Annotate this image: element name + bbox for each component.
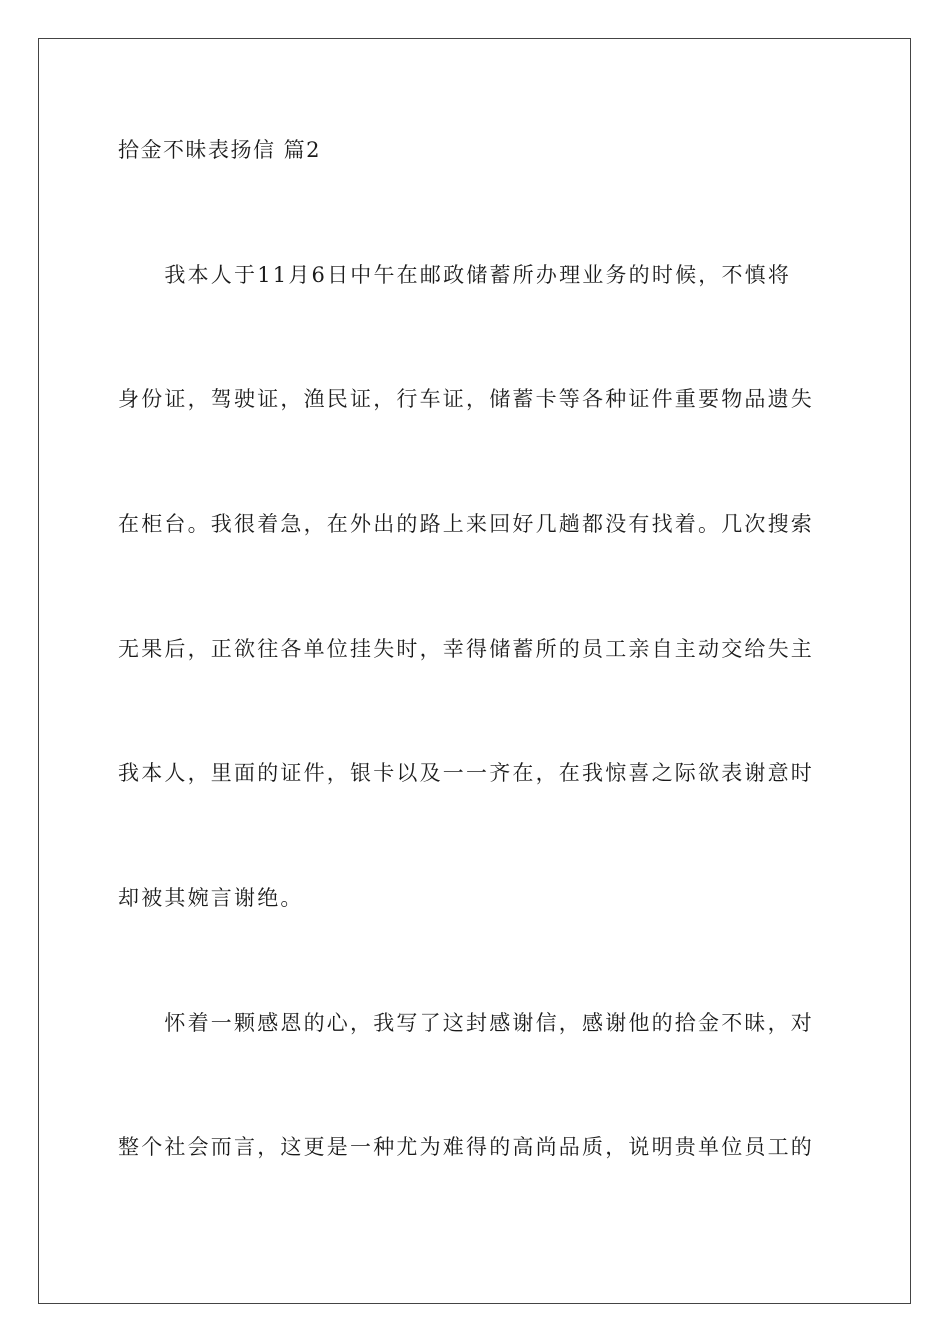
document-title: 拾金不昧表扬信 篇2 xyxy=(118,138,322,162)
paragraph-line: 却被其婉言谢绝。 xyxy=(118,886,304,910)
paragraph-line: 整个社会而言，这更是一种尤为难得的高尚品质，说明贵单位员工的 xyxy=(118,1135,814,1159)
paragraph-line: 我本人于11月6日中午在邮政储蓄所办理业务的时候，不慎将 xyxy=(118,263,792,287)
paragraph-line: 在柜台。我很着急，在外出的路上来回好几趟都没有找着。几次搜索 xyxy=(118,512,814,536)
paragraph-line: 无果后，正欲往各单位挂失时，幸得储蓄所的员工亲自主动交给失主 xyxy=(118,637,814,661)
paragraph-line: 身份证，驾驶证，渔民证，行车证，储蓄卡等各种证件重要物品遗失 xyxy=(118,387,814,411)
paragraph-line: 我本人，里面的证件，银卡以及一一齐在，在我惊喜之际欲表谢意时 xyxy=(118,761,814,785)
page-border xyxy=(38,38,911,1304)
paragraph-line: 怀着一颗感恩的心，我写了这封感谢信，感谢他的拾金不昧，对 xyxy=(118,1011,814,1035)
